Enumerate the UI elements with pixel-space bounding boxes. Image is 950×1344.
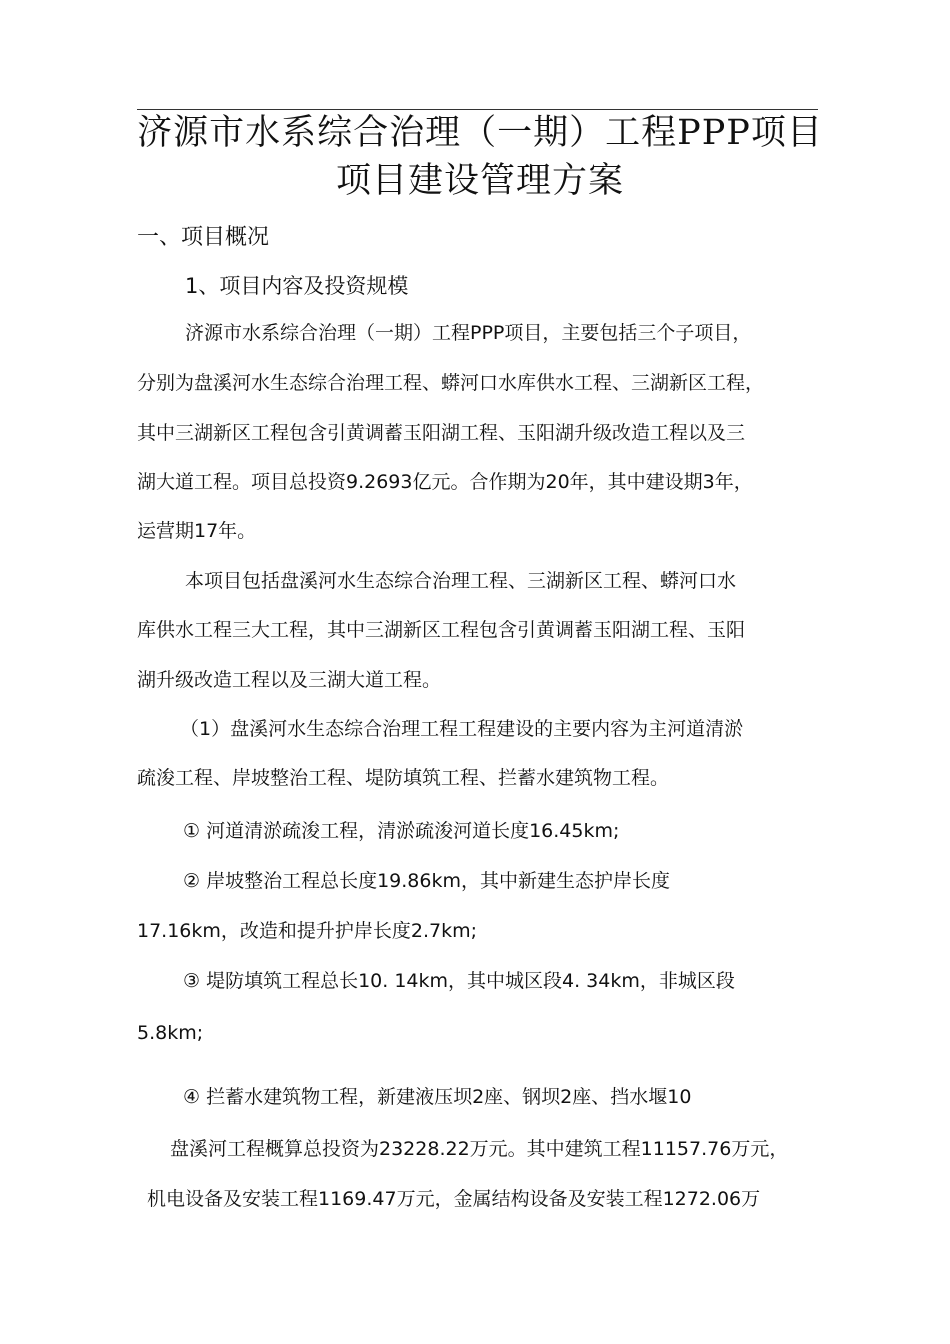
paragraph-3-line-2: 疏浚工程、岸坡整治工程、堤防填筑工程、拦蓄水建筑物工程。 bbox=[137, 767, 670, 789]
subsection-heading-content-investment: 1、项目内容及投资规模 bbox=[185, 274, 409, 298]
list-item-1: ① 河道清淤疏浚工程，清淤疏浚河道长度16.45km; bbox=[183, 820, 620, 842]
paragraph-1-line-1: 济源市水系综合治理（一期）工程PPP项目，主要包括三个子项目， bbox=[185, 322, 752, 344]
list-item-2-line-1: ② 岸坡整治工程总长度19.86km，其中新建生态护岸长度 bbox=[183, 870, 670, 892]
section-heading-overview: 一、项目概况 bbox=[137, 225, 270, 250]
paragraph-2-line-2: 库供水工程三大工程，其中三湖新区工程包含引黄调蓄玉阳湖工程、玉阳 bbox=[137, 619, 746, 641]
paragraph-2-line-1: 本项目包括盘溪河水生态综合治理工程、三湖新区工程、蟒河口水 bbox=[185, 570, 737, 592]
paragraph-4-line-1: 盘溪河工程概算总投资为23228.22万元。其中建筑工程11157.76万元， bbox=[170, 1138, 789, 1160]
document-title-line-2: 项目建设管理方案 bbox=[335, 161, 624, 201]
list-item-3-line-2: 5.8km; bbox=[137, 1022, 204, 1044]
paragraph-2-line-3: 湖升级改造工程以及三湖大道工程。 bbox=[137, 669, 442, 691]
paragraph-1-line-4: 湖大道工程。项目总投资9.2693亿元。合作期为20年，其中建设期3年， bbox=[137, 471, 753, 493]
paragraph-1-line-5: 运营期17年。 bbox=[137, 520, 257, 542]
paragraph-4-line-2: 机电设备及安装工程1169.47万元，金属结构设备及安装工程1272.06万 bbox=[147, 1188, 761, 1210]
paragraph-1-line-3: 其中三湖新区工程包含引黄调蓄玉阳湖工程、玉阳湖升级改造工程以及三 bbox=[137, 422, 746, 444]
header-rule bbox=[137, 109, 818, 110]
list-item-2-line-2: 17.16km，改造和提升护岸长度2.7km; bbox=[137, 920, 478, 942]
list-item-4: ④ 拦蓄水建筑物工程，新建液压坝2座、钢坝2座、挡水堰10 bbox=[183, 1086, 692, 1108]
paragraph-1-line-2: 分别为盘溪河水生态综合治理工程、蟒河口水库供水工程、三湖新区工程， bbox=[137, 372, 765, 394]
list-item-3-line-1: ③ 堤防填筑工程总长10. 14km，其中城区段4. 34km，非城区段 bbox=[183, 970, 735, 992]
document-title-line-1: 济源市水系综合治理（一期）工程PPP项目 bbox=[137, 113, 823, 153]
paragraph-3-line-1: （1）盘溪河水生态综合治理工程工程建设的主要内容为主河道清淤 bbox=[180, 718, 744, 740]
